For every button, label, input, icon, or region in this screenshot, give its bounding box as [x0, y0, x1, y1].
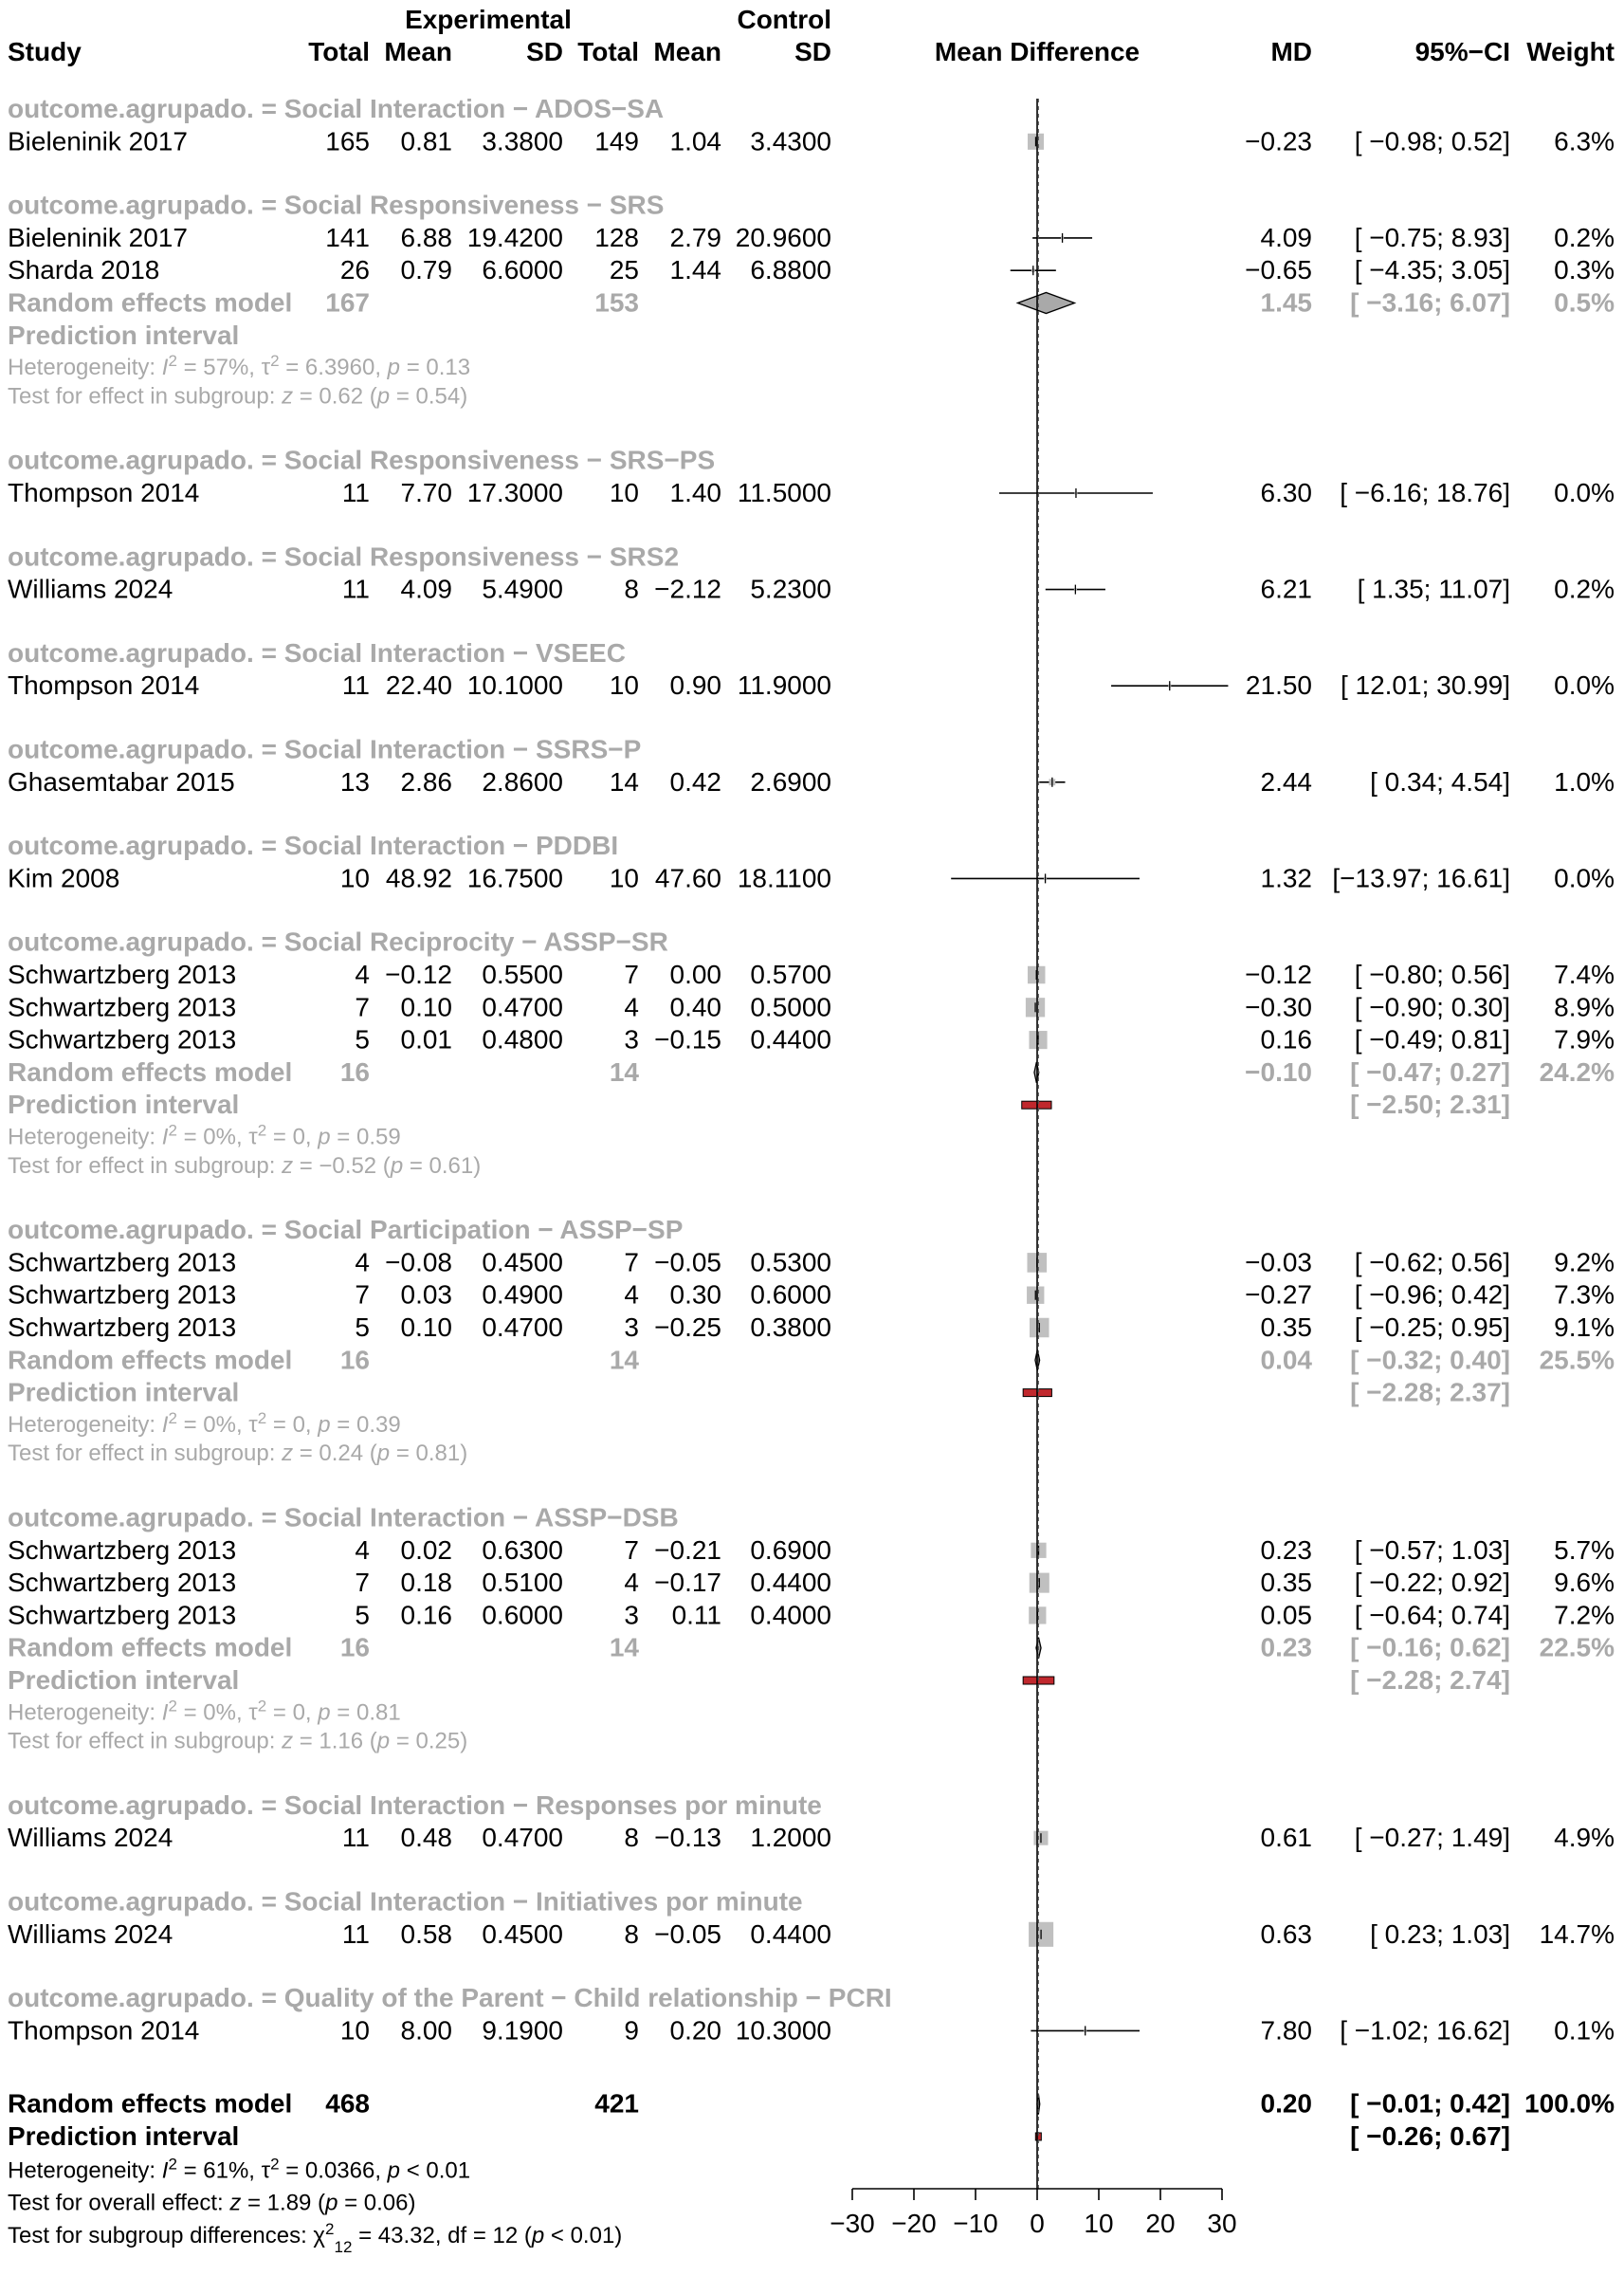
ctrl-mean: 1.44 — [669, 255, 721, 285]
exp-sd: 0.4900 — [482, 1279, 563, 1310]
test-effect-text: Test for effect in subgroup: z = 0.62 (p = 0.54) — [8, 383, 468, 410]
exp-sd: 0.4500 — [482, 1918, 563, 1949]
study-ci: [ −0.25; 0.95] — [1354, 1312, 1510, 1342]
study-md: 7.80 — [1260, 2015, 1312, 2046]
prediction-interval-label: Prediction interval — [8, 1090, 240, 1120]
exp-total: 5 — [355, 1600, 370, 1630]
study-weight: 4.9% — [1554, 1823, 1615, 1853]
study-ci: [ 12.01; 30.99] — [1340, 670, 1510, 701]
overall-exp-total: 468 — [325, 2088, 370, 2119]
ctrl-total: 4 — [624, 1279, 639, 1310]
subgroup-diamond — [1017, 293, 1074, 314]
study-md: −0.23 — [1245, 126, 1312, 156]
ctrl-sd: 0.4400 — [750, 1024, 831, 1055]
overall-test-effect-text: Test for overall effect: z = 1.89 (p = 0.06) — [8, 2190, 416, 2216]
ctrl-total: 128 — [594, 222, 639, 252]
subgroup-title: outcome.agrupado. = Social Responsiveness − SRS2 — [8, 541, 680, 572]
study-weight: 8.9% — [1554, 992, 1615, 1022]
exp-sd: 19.4200 — [466, 222, 563, 252]
header-exp-sd: SD — [526, 37, 563, 66]
exp-sd: 0.4500 — [482, 1247, 563, 1277]
ctrl-mean: 0.90 — [669, 670, 721, 701]
ctrl-total: 3 — [624, 1312, 639, 1342]
ctrl-total: 10 — [609, 670, 639, 701]
ctrl-sd: 0.4400 — [750, 1568, 831, 1598]
exp-total: 11 — [341, 670, 370, 701]
study-md: 6.21 — [1260, 574, 1312, 604]
prediction-ci: [ −2.28; 2.74] — [1350, 1665, 1510, 1695]
prediction-interval-label: Prediction interval — [8, 1665, 240, 1695]
exp-sd: 5.4900 — [482, 574, 563, 604]
subgroup-title: outcome.agrupado. = Social Interaction − Initiatives por minute — [8, 1886, 803, 1917]
study-name: Schwartzberg 2013 — [8, 1024, 237, 1055]
study-weight: 0.0% — [1554, 863, 1615, 893]
exp-total: 7 — [355, 992, 370, 1022]
exp-total: 7 — [355, 1279, 370, 1310]
study-md: 0.63 — [1260, 1918, 1312, 1949]
study-name: Williams 2024 — [8, 1918, 173, 1949]
subgroup-title: outcome.agrupado. = Quality of the Parent − Child relationship − PCRI — [8, 1983, 892, 2013]
study-weight: 7.9% — [1554, 1024, 1615, 1055]
study-weight: 7.2% — [1554, 1600, 1615, 1630]
study-md: −0.30 — [1245, 992, 1312, 1022]
ctrl-total: 3 — [624, 1024, 639, 1055]
subgroup-title: outcome.agrupado. = Social Interaction − PDDBI — [8, 831, 619, 861]
study-md: 0.23 — [1260, 1534, 1312, 1565]
heterogeneity-text: Heterogeneity: $I^2 = 57\%$, $\tau^2 = 6.3960$, p = 0.13 — [8, 351, 471, 381]
plot-rows — [8, 94, 1615, 2255]
exp-total: 10 — [339, 863, 370, 893]
exp-sd: 0.4700 — [482, 1312, 563, 1342]
study-ci: [ 0.23; 1.03] — [1370, 1918, 1510, 1949]
heterogeneity-text: Heterogeneity: $I^2 = 0\%$, $\tau^2 = 0$, p = 0.81 — [8, 1696, 401, 1726]
test-effect-text: Test for effect in subgroup: z = 1.16 (p = 0.25) — [8, 1728, 468, 1754]
exp-mean: 0.02 — [400, 1534, 452, 1565]
study-name: Bieleninik 2017 — [8, 222, 188, 252]
ctrl-total: 10 — [609, 478, 639, 507]
random-ci: [ −3.16; 6.07] — [1350, 287, 1510, 318]
subgroup-title: outcome.agrupado. = Social Interaction − VSEEC — [8, 637, 626, 668]
random-ctrl-total: 153 — [594, 287, 639, 318]
study-weight: 6.3% — [1554, 126, 1615, 156]
random-md: −0.10 — [1245, 1056, 1312, 1087]
ctrl-total: 149 — [594, 126, 639, 156]
ctrl-mean: 0.30 — [669, 1279, 721, 1310]
ctrl-sd: 11.5000 — [737, 478, 831, 507]
random-effects-label: Random effects model — [8, 1056, 293, 1087]
study-ci: [ −6.16; 18.76] — [1340, 478, 1510, 507]
study-md: 1.32 — [1260, 863, 1312, 893]
ctrl-mean: 0.20 — [669, 2015, 721, 2046]
study-md: −0.03 — [1245, 1247, 1312, 1277]
exp-sd: 0.5100 — [482, 1568, 563, 1598]
study-name: Schwartzberg 2013 — [8, 1312, 237, 1342]
random-exp-total: 16 — [339, 1632, 370, 1662]
header-weight: Weight — [1526, 37, 1615, 66]
random-exp-total: 16 — [339, 1056, 370, 1087]
study-ci: [ −0.27; 1.49] — [1354, 1823, 1510, 1853]
study-ci: [−13.97; 16.61] — [1332, 863, 1510, 893]
study-name: Williams 2024 — [8, 574, 173, 604]
ctrl-mean: −0.05 — [654, 1247, 721, 1277]
study-md: 0.35 — [1260, 1568, 1312, 1598]
study-weight: 0.0% — [1554, 670, 1615, 701]
study-weight: 0.1% — [1554, 2015, 1615, 2046]
study-ci: [ −0.90; 0.30] — [1354, 992, 1510, 1022]
random-ctrl-total: 14 — [609, 1345, 639, 1375]
exp-total: 5 — [355, 1312, 370, 1342]
exp-sd: 0.5500 — [482, 960, 563, 989]
study-name: Bieleninik 2017 — [8, 126, 188, 156]
x-axis — [830, 2189, 1236, 2238]
ctrl-mean: 1.04 — [669, 126, 721, 156]
exp-sd: 0.6000 — [482, 1600, 563, 1630]
ctrl-sd: 0.5300 — [750, 1247, 831, 1277]
ctrl-total: 4 — [624, 992, 639, 1022]
exp-mean: 2.86 — [400, 766, 452, 797]
exp-sd: 9.1900 — [482, 2015, 563, 2046]
study-name: Sharda 2018 — [8, 255, 160, 285]
exp-total: 11 — [341, 1918, 370, 1949]
exp-total: 4 — [355, 1247, 370, 1277]
prediction-ci: [ −2.28; 2.37] — [1350, 1377, 1510, 1407]
x-tick-label: 10 — [1084, 2209, 1114, 2238]
study-name: Thompson 2014 — [8, 478, 200, 507]
random-ci: [ −0.16; 0.62] — [1350, 1632, 1510, 1662]
study-ci: [ −1.02; 16.62] — [1340, 2015, 1510, 2046]
exp-total: 26 — [339, 255, 370, 285]
study-ci: [ −0.57; 1.03] — [1354, 1534, 1510, 1565]
study-md: 0.35 — [1260, 1312, 1312, 1342]
heterogeneity-text: Heterogeneity: $I^2 = 0\%$, $\tau^2 = 0$, p = 0.59 — [8, 1121, 401, 1150]
ctrl-mean: 2.79 — [669, 222, 721, 252]
exp-mean: 8.00 — [400, 2015, 452, 2046]
study-ci: [ 1.35; 11.07] — [1357, 574, 1510, 604]
ctrl-sd: 2.6900 — [750, 766, 831, 797]
exp-total: 141 — [325, 222, 370, 252]
plot-header — [8, 5, 1615, 66]
subgroup-title: outcome.agrupado. = Social Responsiveness − SRS−PS — [8, 445, 716, 475]
header-ci: 95%−CI — [1414, 37, 1510, 66]
header-ctrl-mean: Mean — [653, 37, 721, 66]
ctrl-mean: −0.25 — [654, 1312, 721, 1342]
exp-mean: 0.79 — [400, 255, 452, 285]
study-ci: [ 0.34; 4.54] — [1370, 766, 1510, 797]
study-ci: [ −0.49; 0.81] — [1354, 1024, 1510, 1055]
study-name: Ghasemtabar 2015 — [8, 766, 235, 797]
exp-mean: 6.88 — [400, 222, 452, 252]
random-exp-total: 16 — [339, 1345, 370, 1375]
header-experimental: Experimental — [405, 5, 572, 34]
subgroup-title: outcome.agrupado. = Social Participation − ASSP−SP — [8, 1215, 684, 1245]
ctrl-total: 7 — [624, 1247, 639, 1277]
exp-mean: 0.18 — [400, 1568, 452, 1598]
exp-sd: 0.4700 — [482, 1823, 563, 1853]
study-ci: [ −0.75; 8.93] — [1354, 222, 1510, 252]
overall-ctrl-total: 421 — [594, 2088, 639, 2119]
study-name: Schwartzberg 2013 — [8, 1247, 237, 1277]
random-md: 0.04 — [1260, 1345, 1312, 1375]
header-exp-total: Total — [308, 37, 370, 66]
overall-heterogeneity-text: Heterogeneity: $I^2 = 61\%$, $\tau^2 = 0.0366$, p < 0.01 — [8, 2154, 471, 2184]
ctrl-mean: 0.40 — [669, 992, 721, 1022]
exp-sd: 0.4800 — [482, 1024, 563, 1055]
exp-total: 7 — [355, 1568, 370, 1598]
ctrl-sd: 0.3800 — [750, 1312, 831, 1342]
ctrl-mean: −0.13 — [654, 1823, 721, 1853]
study-name: Schwartzberg 2013 — [8, 992, 237, 1022]
plot-marks — [951, 99, 1228, 2189]
ctrl-mean: −0.17 — [654, 1568, 721, 1598]
exp-sd: 17.3000 — [466, 478, 563, 507]
study-ci: [ −0.64; 0.74] — [1354, 1600, 1510, 1630]
header-ctrl-total: Total — [577, 37, 639, 66]
study-ci: [ −0.62; 0.56] — [1354, 1247, 1510, 1277]
study-weight: 7.4% — [1554, 960, 1615, 989]
exp-total: 11 — [341, 574, 370, 604]
overall-random-label: Random effects model — [8, 2088, 293, 2119]
ctrl-sd: 0.5700 — [750, 960, 831, 989]
header-exp-mean: Mean — [384, 37, 452, 66]
study-ci: [ −0.22; 0.92] — [1354, 1568, 1510, 1598]
exp-mean: 0.01 — [400, 1024, 452, 1055]
ctrl-mean: 1.40 — [669, 478, 721, 507]
ctrl-total: 25 — [609, 255, 639, 285]
study-ci: [ −4.35; 3.05] — [1354, 255, 1510, 285]
exp-mean: 0.03 — [400, 1279, 452, 1310]
study-weight: 0.2% — [1554, 222, 1615, 252]
subgroup-differences-text: Test for subgroup differences: $\chi^2_{12} = 43.32$, df = 12 (p < 0.01) — [8, 2219, 623, 2256]
overall-prediction-ci: [ −0.26; 0.67] — [1350, 2121, 1510, 2151]
random-ci: [ −0.47; 0.27] — [1350, 1056, 1510, 1087]
ctrl-sd: 5.2300 — [750, 574, 831, 604]
ctrl-sd: 11.9000 — [737, 670, 831, 701]
study-md: −0.65 — [1245, 255, 1312, 285]
ctrl-sd: 10.3000 — [735, 2015, 831, 2046]
ctrl-sd: 20.9600 — [735, 222, 831, 252]
exp-total: 5 — [355, 1024, 370, 1055]
study-md: 21.50 — [1245, 670, 1312, 701]
study-name: Schwartzberg 2013 — [8, 1568, 237, 1598]
exp-mean: −0.12 — [385, 960, 452, 989]
ctrl-sd: 0.6000 — [750, 1279, 831, 1310]
exp-total: 11 — [341, 478, 370, 507]
exp-total: 165 — [325, 126, 370, 156]
subgroup-title: outcome.agrupado. = Social Reciprocity − ASSP−SR — [8, 927, 668, 957]
study-weight: 1.0% — [1554, 766, 1615, 797]
exp-mean: 0.48 — [400, 1823, 452, 1853]
prediction-ci: [ −2.50; 2.31] — [1350, 1090, 1510, 1120]
study-name: Thompson 2014 — [8, 670, 200, 701]
study-name: Williams 2024 — [8, 1823, 173, 1853]
study-weight: 0.2% — [1554, 574, 1615, 604]
overall-ci: [ −0.01; 0.42] — [1350, 2088, 1510, 2119]
overall-md: 0.20 — [1260, 2088, 1312, 2119]
x-tick-label: 0 — [1030, 2209, 1045, 2238]
ctrl-mean: 0.11 — [671, 1600, 721, 1630]
exp-mean: 0.16 — [400, 1600, 452, 1630]
study-weight: 7.3% — [1554, 1279, 1615, 1310]
overall-weight: 100.0% — [1524, 2088, 1615, 2119]
ctrl-sd: 18.1100 — [737, 863, 831, 893]
study-weight: 9.6% — [1554, 1568, 1615, 1598]
study-weight: 5.7% — [1554, 1534, 1615, 1565]
ctrl-sd: 1.2000 — [750, 1823, 831, 1853]
ctrl-total: 7 — [624, 1534, 639, 1565]
random-effects-label: Random effects model — [8, 1345, 293, 1375]
ctrl-sd: 3.4300 — [750, 126, 831, 156]
exp-sd: 16.7500 — [466, 863, 563, 893]
exp-mean: 4.09 — [400, 574, 452, 604]
random-ci: [ −0.32; 0.40] — [1350, 1345, 1510, 1375]
random-effects-label: Random effects model — [8, 1632, 293, 1662]
ctrl-mean: 0.42 — [669, 766, 721, 797]
exp-sd: 0.6300 — [482, 1534, 563, 1565]
heterogeneity-text: Heterogeneity: $I^2 = 0\%$, $\tau^2 = 0$, p = 0.39 — [8, 1408, 401, 1438]
ctrl-total: 8 — [624, 574, 639, 604]
exp-total: 13 — [339, 766, 370, 797]
study-md: 0.05 — [1260, 1600, 1312, 1630]
ctrl-total: 10 — [609, 863, 639, 893]
exp-sd: 6.6000 — [482, 255, 563, 285]
ctrl-mean: 0.00 — [669, 960, 721, 989]
subgroup-title: outcome.agrupado. = Social Interaction − SSRS−P — [8, 734, 642, 764]
exp-total: 4 — [355, 1534, 370, 1565]
ctrl-total: 14 — [609, 766, 639, 797]
test-effect-text: Test for effect in subgroup: z = −0.52 (p = 0.61) — [8, 1152, 482, 1179]
study-md: −0.12 — [1245, 960, 1312, 989]
ctrl-total: 8 — [624, 1823, 639, 1853]
random-effects-label: Random effects model — [8, 287, 293, 318]
ctrl-sd: 0.4000 — [750, 1600, 831, 1630]
study-weight: 0.0% — [1554, 478, 1615, 507]
exp-mean: 48.92 — [385, 863, 452, 893]
ctrl-mean: 47.60 — [654, 863, 721, 893]
study-weight: 0.3% — [1554, 255, 1615, 285]
exp-mean: −0.08 — [385, 1247, 452, 1277]
study-name: Schwartzberg 2013 — [8, 1279, 237, 1310]
random-weight: 25.5% — [1539, 1345, 1615, 1375]
exp-sd: 0.4700 — [482, 992, 563, 1022]
study-name: Schwartzberg 2013 — [8, 1534, 237, 1565]
prediction-interval-label: Prediction interval — [8, 320, 240, 350]
study-ci: [ −0.96; 0.42] — [1354, 1279, 1510, 1310]
ctrl-sd: 0.4400 — [750, 1918, 831, 1949]
ctrl-total: 4 — [624, 1568, 639, 1598]
random-ctrl-total: 14 — [609, 1632, 639, 1662]
study-md: 4.09 — [1260, 222, 1312, 252]
random-md: 0.23 — [1260, 1632, 1312, 1662]
ctrl-mean: −0.05 — [654, 1918, 721, 1949]
random-weight: 24.2% — [1539, 1056, 1615, 1087]
ctrl-mean: −0.15 — [654, 1024, 721, 1055]
exp-mean: 22.40 — [385, 670, 452, 701]
ctrl-sd: 0.5000 — [750, 992, 831, 1022]
ctrl-mean: −2.12 — [654, 574, 721, 604]
exp-mean: 0.58 — [400, 1918, 452, 1949]
exp-total: 10 — [339, 2015, 370, 2046]
study-name: Thompson 2014 — [8, 2015, 200, 2046]
random-exp-total: 167 — [325, 287, 370, 318]
ctrl-sd: 6.8800 — [750, 255, 831, 285]
exp-total: 11 — [341, 1823, 370, 1853]
x-tick-label: −10 — [953, 2209, 998, 2238]
header-ctrl-sd: SD — [794, 37, 831, 66]
ctrl-total: 7 — [624, 960, 639, 989]
study-md: 0.16 — [1260, 1024, 1312, 1055]
study-ci: [ −0.80; 0.56] — [1354, 960, 1510, 989]
subgroup-title: outcome.agrupado. = Social Interaction − ADOS−SA — [8, 94, 665, 123]
x-tick-label: 30 — [1207, 2209, 1237, 2238]
ctrl-total: 8 — [624, 1918, 639, 1949]
random-weight: 0.5% — [1554, 287, 1615, 318]
study-weight: 9.2% — [1554, 1247, 1615, 1277]
exp-sd: 10.1000 — [466, 670, 563, 701]
subgroup-title: outcome.agrupado. = Social Responsiveness − SRS — [8, 190, 665, 220]
exp-mean: 7.70 — [400, 478, 452, 507]
random-weight: 22.5% — [1539, 1632, 1615, 1662]
exp-total: 4 — [355, 960, 370, 989]
header-mean-difference: Mean Difference — [934, 37, 1140, 66]
study-ci: [ −0.98; 0.52] — [1354, 126, 1510, 156]
study-md: 6.30 — [1260, 478, 1312, 507]
study-weight: 14.7% — [1539, 1918, 1615, 1949]
study-name: Schwartzberg 2013 — [8, 960, 237, 989]
subgroup-title: outcome.agrupado. = Social Interaction − Responses por minute — [8, 1789, 822, 1820]
ctrl-mean: −0.21 — [654, 1534, 721, 1565]
exp-sd: 3.3800 — [482, 126, 563, 156]
exp-sd: 2.8600 — [482, 766, 563, 797]
header-study: Study — [8, 37, 82, 66]
header-md: MD — [1270, 37, 1312, 66]
ctrl-total: 9 — [624, 2015, 639, 2046]
exp-mean: 0.81 — [400, 126, 452, 156]
x-tick-label: 20 — [1145, 2209, 1176, 2238]
header-control: Control — [737, 5, 831, 34]
test-effect-text: Test for effect in subgroup: z = 0.24 (p = 0.81) — [8, 1441, 468, 1467]
subgroup-title: outcome.agrupado. = Social Interaction − ASSP−DSB — [8, 1502, 679, 1532]
random-md: 1.45 — [1260, 287, 1312, 318]
study-name: Kim 2008 — [8, 863, 120, 893]
overall-prediction-label: Prediction interval — [8, 2121, 240, 2151]
ctrl-sd: 0.6900 — [750, 1534, 831, 1565]
study-md: 0.61 — [1260, 1823, 1312, 1853]
study-weight: 9.1% — [1554, 1312, 1615, 1342]
random-ctrl-total: 14 — [609, 1056, 639, 1087]
prediction-interval-label: Prediction interval — [8, 1377, 240, 1407]
exp-mean: 0.10 — [400, 1312, 452, 1342]
x-tick-label: −20 — [891, 2209, 937, 2238]
study-md: 2.44 — [1260, 766, 1312, 797]
x-tick-label: −30 — [830, 2209, 875, 2238]
exp-mean: 0.10 — [400, 992, 452, 1022]
study-name: Schwartzberg 2013 — [8, 1600, 237, 1630]
ctrl-total: 3 — [624, 1600, 639, 1630]
study-md: −0.27 — [1245, 1279, 1312, 1310]
